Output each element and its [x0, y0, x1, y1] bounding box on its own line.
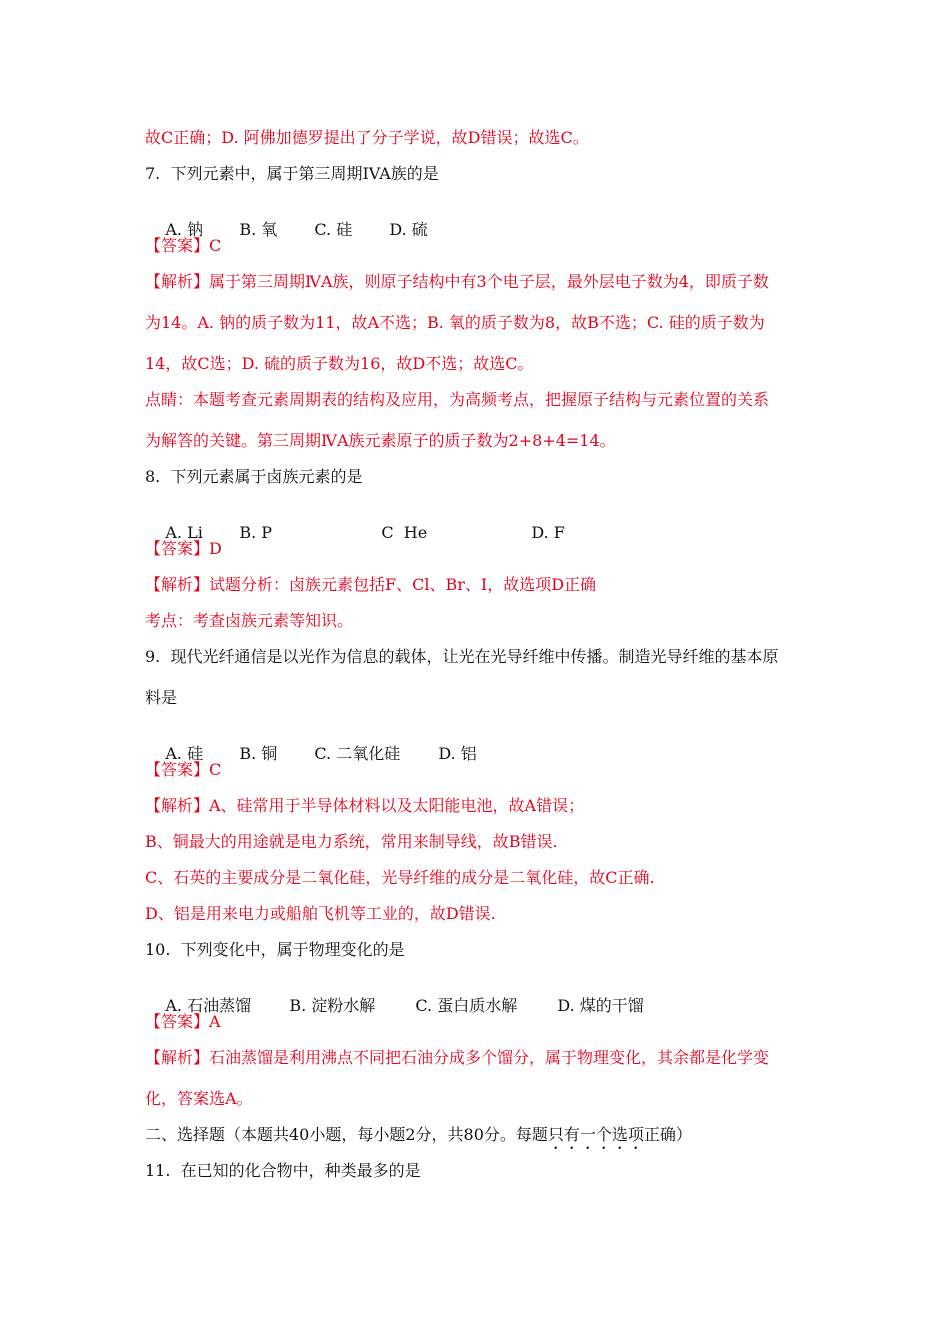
q9-explanation-3: C、石英的主要成分是二氧化硅，光导纤维的成分是二氧化硅，故C正确. — [145, 868, 655, 887]
q9-option-d: D. 铝 — [438, 744, 477, 763]
q7-answer: 【答案】C — [145, 236, 222, 255]
q7-explanation-3: 14，故C选；D. 硫的质子数为16，故D不选；故选C。 — [145, 354, 534, 373]
q9-option-b: B. 铜 — [239, 744, 278, 763]
section-heading-post: 正确） — [643, 1125, 692, 1144]
q9-explanation-1: 【解析】A、硅常用于半导体材料以及太阳能电池，故A错误； — [145, 796, 585, 815]
q10-explanation-1: 【解析】石油蒸馏是利用沸点不同把石油分成多个馏分，属于物理变化，其余都是化学变 — [145, 1048, 770, 1067]
q7-explanation-1: 【解析】属于第三周期ⅣA族，则原子结构中有3个电子层，最外层电子数为4，即质子数 — [145, 272, 769, 291]
q7-note-1: 点睛：本题考查元素周期表的结构及应用，为高频考点，把握原子结构与元素位置的关系 — [145, 390, 770, 409]
question-9-line-2: 料是 — [145, 688, 178, 707]
q8-point: 考点：考查卤族元素等知识。 — [145, 611, 354, 630]
question-10: 10. 下列变化中，属于物理变化的是 — [145, 940, 405, 959]
q10-explanation-2: 化，答案选A。 — [145, 1089, 253, 1108]
section-heading-emphasis: 只有一个选项 — [547, 1125, 644, 1144]
q10-option-a: A. 石油蒸馏 — [165, 996, 252, 1015]
q7-note-2: 为解答的关键。第三周期ⅣA族元素原子的质子数为2+8+4=14。 — [145, 431, 616, 450]
q7-option-c: C. 硅 — [314, 220, 353, 239]
question-8: 8. 下列元素属于卤族元素的是 — [145, 467, 363, 486]
q8-option-c: C He — [381, 523, 428, 542]
q8-option-b: B. P — [239, 523, 273, 542]
q10-option-b: B. 淀粉水解 — [289, 996, 376, 1015]
q7-option-d: D. 硫 — [389, 220, 428, 239]
question-11: 11. 在已知的化合物中，种类最多的是 — [145, 1161, 421, 1180]
section-heading — [145, 1125, 692, 1153]
section-heading-pre: 二、选择题（本题共40小题，每小题2分，共80分。每题 — [145, 1125, 548, 1144]
question-7: 7. 下列元素中，属于第三周期IVA族的是 — [145, 164, 439, 183]
q10-option-d: D. 煤的干馏 — [557, 996, 644, 1015]
q9-answer: 【答案】C — [145, 760, 222, 779]
q9-option-c: C. 二氧化硅 — [314, 744, 401, 763]
q10-answer: 【答案】A — [145, 1012, 221, 1031]
prev-answer-tail: 故C正确；D. 阿佛加德罗提出了分子学说，故D错误；故选C。 — [145, 128, 589, 147]
q9-option-a: A. 硅 — [165, 744, 204, 763]
q8-option-a: A. Li — [165, 523, 203, 542]
q10-option-c: C. 蛋白质水解 — [415, 996, 518, 1015]
q9-explanation-4: D、铝是用来电力或船舶飞机等工业的，故D错误. — [145, 904, 496, 923]
q7-option-a: A. 钠 — [165, 220, 204, 239]
q7-option-b: B. 氧 — [239, 220, 278, 239]
q9-explanation-2: B、铜最大的用途就是电力系统，常用来制导线，故B错误. — [145, 832, 558, 851]
question-9-line-1: 9. 现代光纤通信是以光作为信息的载体，让光在光导纤维中传播。制造光导纤维的基本原 — [145, 647, 779, 666]
q8-option-d: D. F — [531, 523, 565, 542]
q7-explanation-2: 为14。A. 钠的质子数为11，故A不选；B. 氧的质子数为8，故B不选；C. 硅的质子数为 — [145, 313, 765, 332]
q8-answer: 【答案】D — [145, 539, 222, 558]
q8-explanation: 【解析】试题分析：卤族元素包括F、Cl、Br、I，故选项D正确 — [145, 575, 597, 594]
